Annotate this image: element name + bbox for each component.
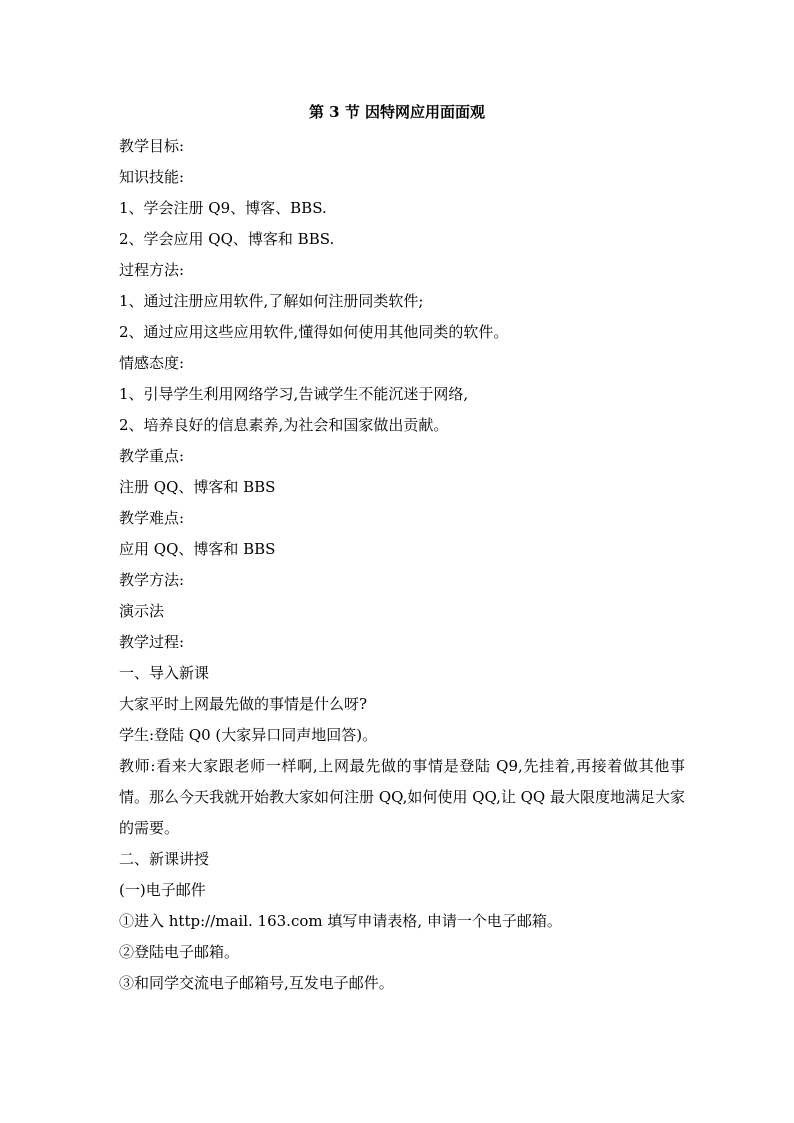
text-line: 学生:登陆 Q0 (大家异口同声地回答)。 xyxy=(119,726,378,744)
page-title: 第 3 节 因特网应用面面观 xyxy=(308,103,486,121)
text-line: 一、导入新课 xyxy=(119,664,210,682)
text-line: ③和同学交流电子邮箱号,互发电子邮件。 xyxy=(119,974,394,992)
text-line: 2、培养良好的信息素养,为社会和国家做出贡献。 xyxy=(119,416,449,434)
text-line: 教学过程: xyxy=(119,633,185,651)
text-line: 大家平时上网最先做的事情是什么呀? xyxy=(119,695,368,713)
text-line: 1、通过注册应用软件,了解如何注册同类软件; xyxy=(119,292,424,310)
text-line: 教学方法: xyxy=(119,571,185,589)
text-line: 教学重点: xyxy=(119,447,185,465)
text-line: 注册 QQ、博客和 BBS xyxy=(119,478,276,496)
text-line: 1、引导学生利用网络学习,告诫学生不能沉迷于网络, xyxy=(119,385,469,403)
text-line: (一)电子邮件 xyxy=(119,881,206,899)
text-line: 教学目标: xyxy=(119,137,185,155)
text-line: 知识技能: xyxy=(119,168,185,186)
teacher-paragraph: 教师:看来大家跟老师一样啊,上网最先做的事情是登陆 Q9,先挂着,再接着做其他事情。那么今天我就开始教大家如何注册 QQ,如何使用 QQ,让 QQ 最大限度地满足大家的需要。 xyxy=(119,757,685,837)
text-line: 应用 QQ、博客和 BBS xyxy=(119,540,276,558)
text-line: 2、通过应用这些应用软件,懂得如何使用其他同类的软件。 xyxy=(119,323,509,341)
text-line: ②登陆电子邮箱。 xyxy=(119,943,240,961)
text-line: 2、学会应用 QQ、博客和 BBS. xyxy=(119,230,335,248)
text-line: 1、学会注册 Q9、博客、BBS. xyxy=(119,199,327,217)
text-line: 过程方法: xyxy=(119,261,185,279)
text-line: 演示法 xyxy=(119,602,165,620)
text-line: 情感态度: xyxy=(119,354,185,372)
text-line: 教学难点: xyxy=(119,509,185,527)
document-body xyxy=(119,131,685,999)
text-line: 二、新课讲授 xyxy=(119,850,210,868)
text-line: ①进入 http://mail. 163.com 填写申请表格, 申请一个电子邮箱。 xyxy=(119,912,562,930)
